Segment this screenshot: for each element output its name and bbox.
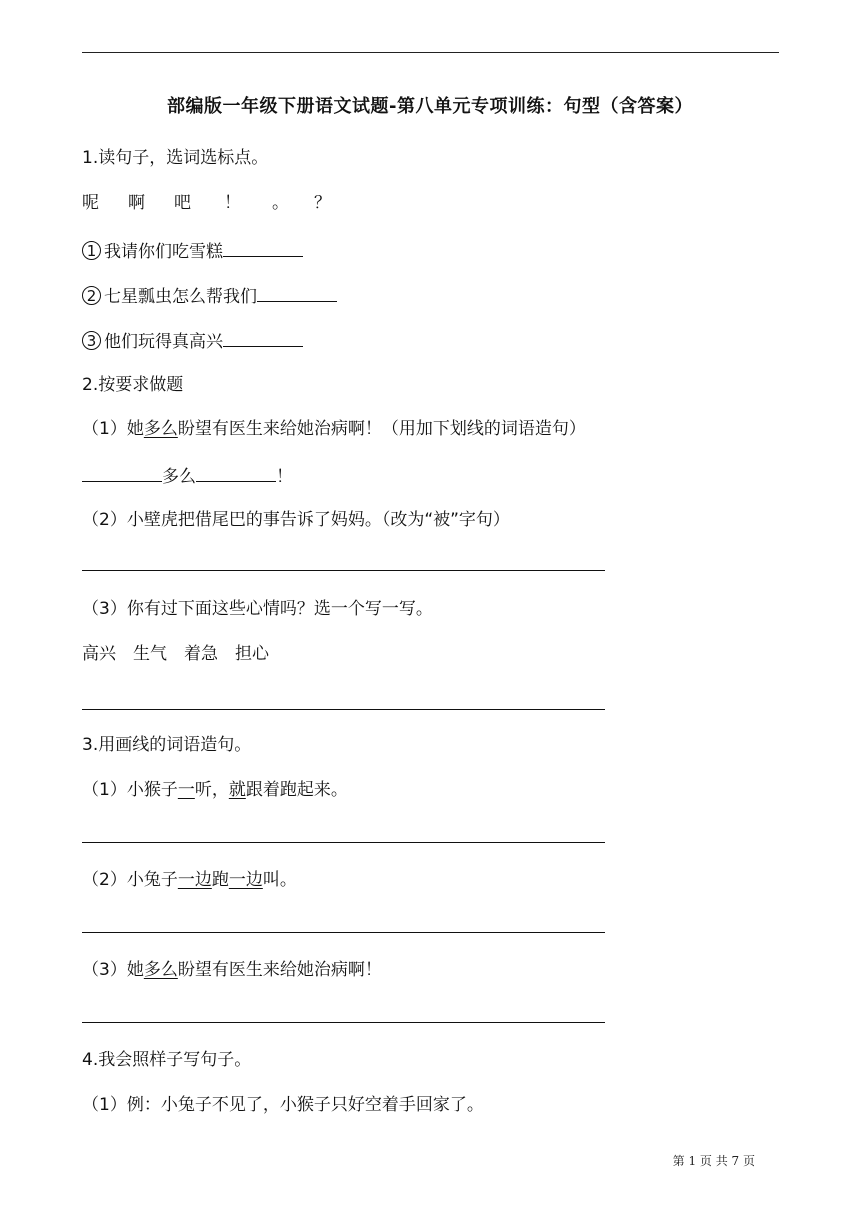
answer-line[interactable] — [82, 932, 605, 933]
option-word: 啊 — [128, 193, 145, 213]
q2-heading: 2.按要求做题 — [82, 375, 184, 395]
q3-sentence-2 — [82, 868, 297, 892]
q2-part3: （3）你有过下面这些心情吗？选一个写一写。 — [82, 599, 433, 619]
option-punct: ？ — [314, 193, 331, 213]
q2-part2: （2）小壁虎把借尾巴的事告诉了妈妈。（改为“被”字句） — [82, 510, 510, 530]
underlined-word: 一边 — [228, 870, 263, 890]
answer-blank[interactable] — [257, 283, 337, 302]
sentence-text: 跟着跑起来。 — [245, 780, 348, 800]
page-footer: 第 1 页 共 7 页 — [672, 1154, 755, 1168]
sentence-text: 盼望有医生来给她治病啊！ — [177, 960, 382, 980]
q1-item-text: 七星瓢虫怎么帮我们 — [104, 287, 257, 307]
underlined-word: 多么 — [143, 419, 178, 439]
q1-item — [82, 283, 337, 309]
q1-item-text: 我请你们吃雪糕 — [104, 242, 223, 262]
option-punct: 。 — [272, 193, 289, 213]
sentence-text: （2）小兔子 — [82, 870, 178, 890]
mood-word: 担心 — [235, 644, 269, 664]
mood-word: 高兴 — [82, 644, 116, 664]
q1-item — [82, 238, 303, 264]
q2-part1 — [82, 417, 586, 441]
header-rule — [82, 52, 779, 53]
answer-blank[interactable] — [223, 328, 303, 347]
answer-line[interactable] — [82, 842, 605, 843]
mood-word: 着急 — [184, 644, 218, 664]
q2-part1-answer — [82, 463, 293, 489]
page-title: 部编版一年级下册语文试题-第八单元专项训练：句型（含答案） — [167, 96, 693, 117]
q3-sentence-3 — [82, 958, 382, 982]
answer-line[interactable] — [82, 570, 605, 571]
q4-example: （1）例：小兔子不见了，小猴子只好空着手回家了。 — [82, 1095, 484, 1115]
q3-sentence-1 — [82, 778, 348, 802]
answer-blank[interactable] — [196, 463, 276, 482]
sentence-text: 叫。 — [262, 870, 297, 890]
mood-word: 生气 — [133, 644, 167, 664]
answer-blank[interactable] — [82, 463, 162, 482]
q1-item-text: 他们玩得真高兴 — [104, 332, 223, 352]
sentence-text: 跑 — [211, 870, 229, 890]
answer-punct: ！ — [276, 467, 293, 487]
answer-line[interactable] — [82, 709, 605, 710]
underlined-word: 多么 — [143, 960, 178, 980]
sentence-text: （1）小猴子 — [82, 780, 178, 800]
q1-heading: 1.读句子，选词选标点。 — [82, 148, 269, 168]
circled-number: 3 — [82, 331, 101, 350]
sentence-text: 听， — [194, 780, 229, 800]
answer-line[interactable] — [82, 1022, 605, 1023]
q2-part1-prefix: （1）她 — [82, 419, 144, 439]
q1-item — [82, 328, 303, 354]
answer-word: 多么 — [162, 467, 196, 487]
option-punct: ！ — [224, 193, 241, 213]
sentence-text: （3）她 — [82, 960, 144, 980]
circled-number: 2 — [82, 286, 101, 305]
option-word: 呢 — [82, 193, 99, 213]
q3-heading: 3.用画线的词语造句。 — [82, 735, 252, 755]
circled-number: 1 — [82, 241, 101, 260]
q2-part1-rest: 盼望有医生来给她治病啊！（用加下划线的词语造句） — [177, 419, 586, 439]
answer-blank[interactable] — [223, 238, 303, 257]
underlined-word: 一边 — [177, 870, 212, 890]
option-word: 吧 — [174, 193, 191, 213]
q1-options — [82, 191, 334, 215]
mood-options — [82, 642, 269, 666]
q4-heading: 4.我会照样子写句子。 — [82, 1050, 252, 1070]
underlined-word: 就 — [228, 780, 246, 800]
underlined-word: 一 — [177, 780, 195, 800]
